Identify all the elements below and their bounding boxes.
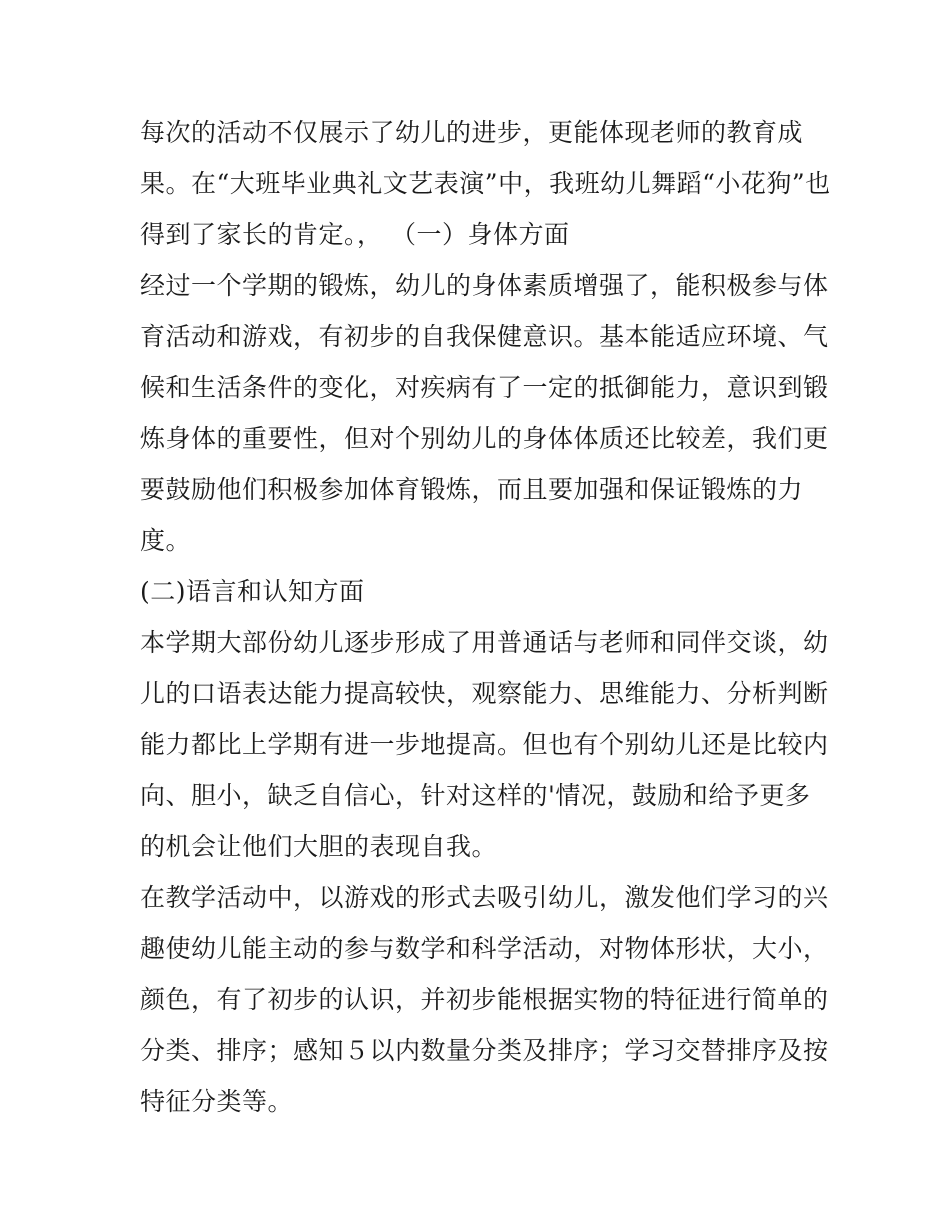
text-line: 得到了家长的肯定。， （一）身体方面 [140,220,570,249]
text-line: 儿的口语表达能力提高较快，观察能力、思维能力、分析判断 [140,679,829,708]
text-line: 分类、排序；感知５以内数量分类及排序；学习交替排序及按 [140,1036,829,1065]
text-line: 本学期大部份幼儿逐步形成了用普通话与老师和同伴交谈，幼 [140,628,829,657]
text-line: 炼身体的重要性，但对个别幼儿的身体体质还比较差，我们更 [140,424,829,453]
text-line: 的机会让他们大胆的表现自我。 [140,832,498,861]
text-line: 候和生活条件的变化，对疾病有了一定的抵御能力，意识到锻 [140,373,829,402]
section-heading: (二)语言和认知方面 [140,577,365,606]
text-line: 度。 [140,526,192,555]
text-line: 果。在“大班毕业典礼文艺表演”中，我班幼儿舞蹈“小花狗”也 [140,169,831,198]
text-line: 每次的活动不仅展示了幼儿的进步，更能体现老师的教育成 [140,118,804,147]
text-line: 颜色，有了初步的认识，并初步能根据实物的特征进行简单的 [140,985,829,1014]
text-line: 特征分类等。 [140,1087,294,1116]
text-line: 在教学活动中，以游戏的形式去吸引幼儿，激发他们学习的兴 [140,883,829,912]
text-line: 育活动和游戏，有初步的自我保健意识。基本能适应环境、气 [140,322,829,351]
text-line: 趣使幼儿能主动的参与数学和科学活动，对物体形状，大小， [140,934,829,963]
text-line: 向、胆小，缺乏自信心，针对这样的'情况，鼓励和给予更多 [140,781,811,810]
text-line: 经过一个学期的锻炼，幼儿的身体素质增强了，能积极参与体 [140,271,829,300]
text-line: 要鼓励他们积极参加体育锻炼，而且要加强和保证锻炼的力 [140,475,804,504]
text-line: 能力都比上学期有进一步地提高。但也有个别幼儿还是比较内 [140,730,829,759]
body-text [140,107,831,1127]
